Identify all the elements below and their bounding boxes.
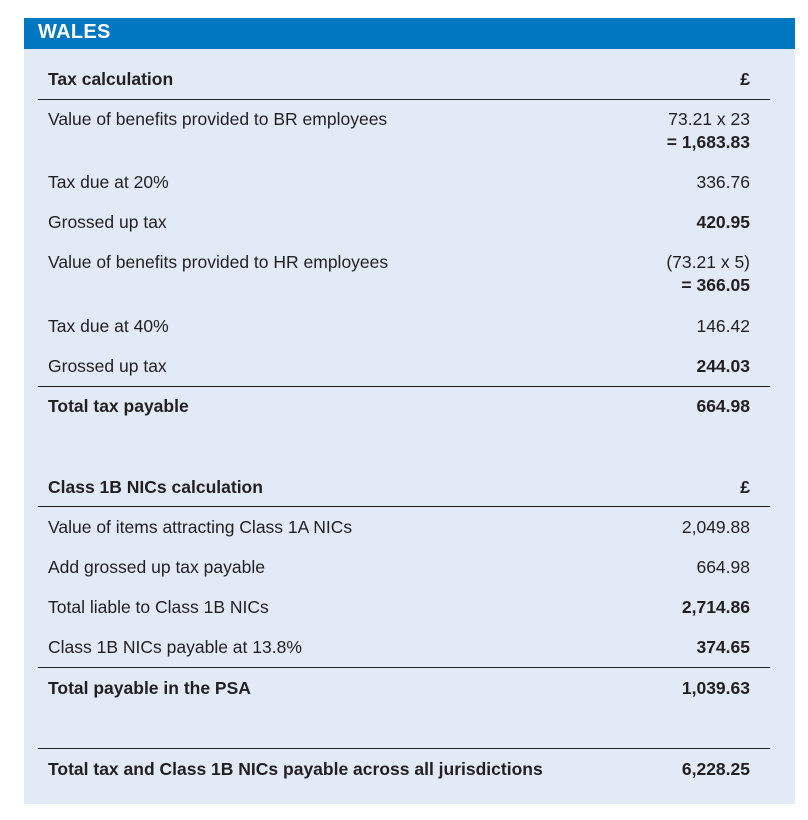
tax-total-label: Total tax payable [48,396,189,416]
nics-header-label: Class 1B NICs calculation [48,477,263,497]
tax20-label: Tax due at 20% [48,172,169,192]
nics-currency: £ [740,477,750,497]
nics-total-label: Total payable in the PSA [48,678,251,698]
hr-label: Value of benefits provided to HR employees [48,252,389,272]
tax-currency: £ [740,69,750,89]
br-label: Value of benefits provided to BR employees [48,109,388,129]
gross1-label: Grossed up tax [48,212,167,232]
tax20-value: 336.76 [696,172,750,192]
wales-panel [24,18,795,804]
tax-total-value: 664.98 [696,396,750,416]
divider [38,386,770,387]
nics-total-value: 1,039.63 [681,678,750,698]
add-label: Add grossed up tax payable [48,557,265,577]
payable-label: Class 1B NICs payable at 13.8% [48,637,302,657]
items-label: Value of items attracting Class 1A NICs [48,517,353,537]
tax40-value: 146.42 [696,316,750,336]
divider [38,99,770,100]
add-value: 664.98 [696,557,750,577]
hr-calc: (73.21 x 5) [666,252,750,272]
tax40-label: Tax due at 40% [48,316,169,336]
br-result: = 1,683.83 [666,132,750,152]
gross2-label: Grossed up tax [48,356,167,376]
payable-value: 374.65 [696,637,750,657]
items-value: 2,049.88 [681,517,750,537]
grand-total-label: Total tax and Class 1B NICs payable across all jurisdictions [48,759,543,779]
liable-label: Total liable to Class 1B NICs [48,597,269,617]
divider [38,748,770,749]
section-banner [24,18,795,49]
gross1-value: 420.95 [696,212,750,232]
section-title: WALES [38,21,111,43]
divider [38,667,770,668]
hr-result: = 366.05 [681,275,750,295]
grand-total-value: 6,228.25 [681,759,750,779]
divider [38,506,770,507]
br-calc: 73.21 x 23 [668,109,750,129]
tax-header-label: Tax calculation [48,69,174,89]
liable-value: 2,714.86 [681,597,750,617]
gross2-value: 244.03 [696,356,750,376]
